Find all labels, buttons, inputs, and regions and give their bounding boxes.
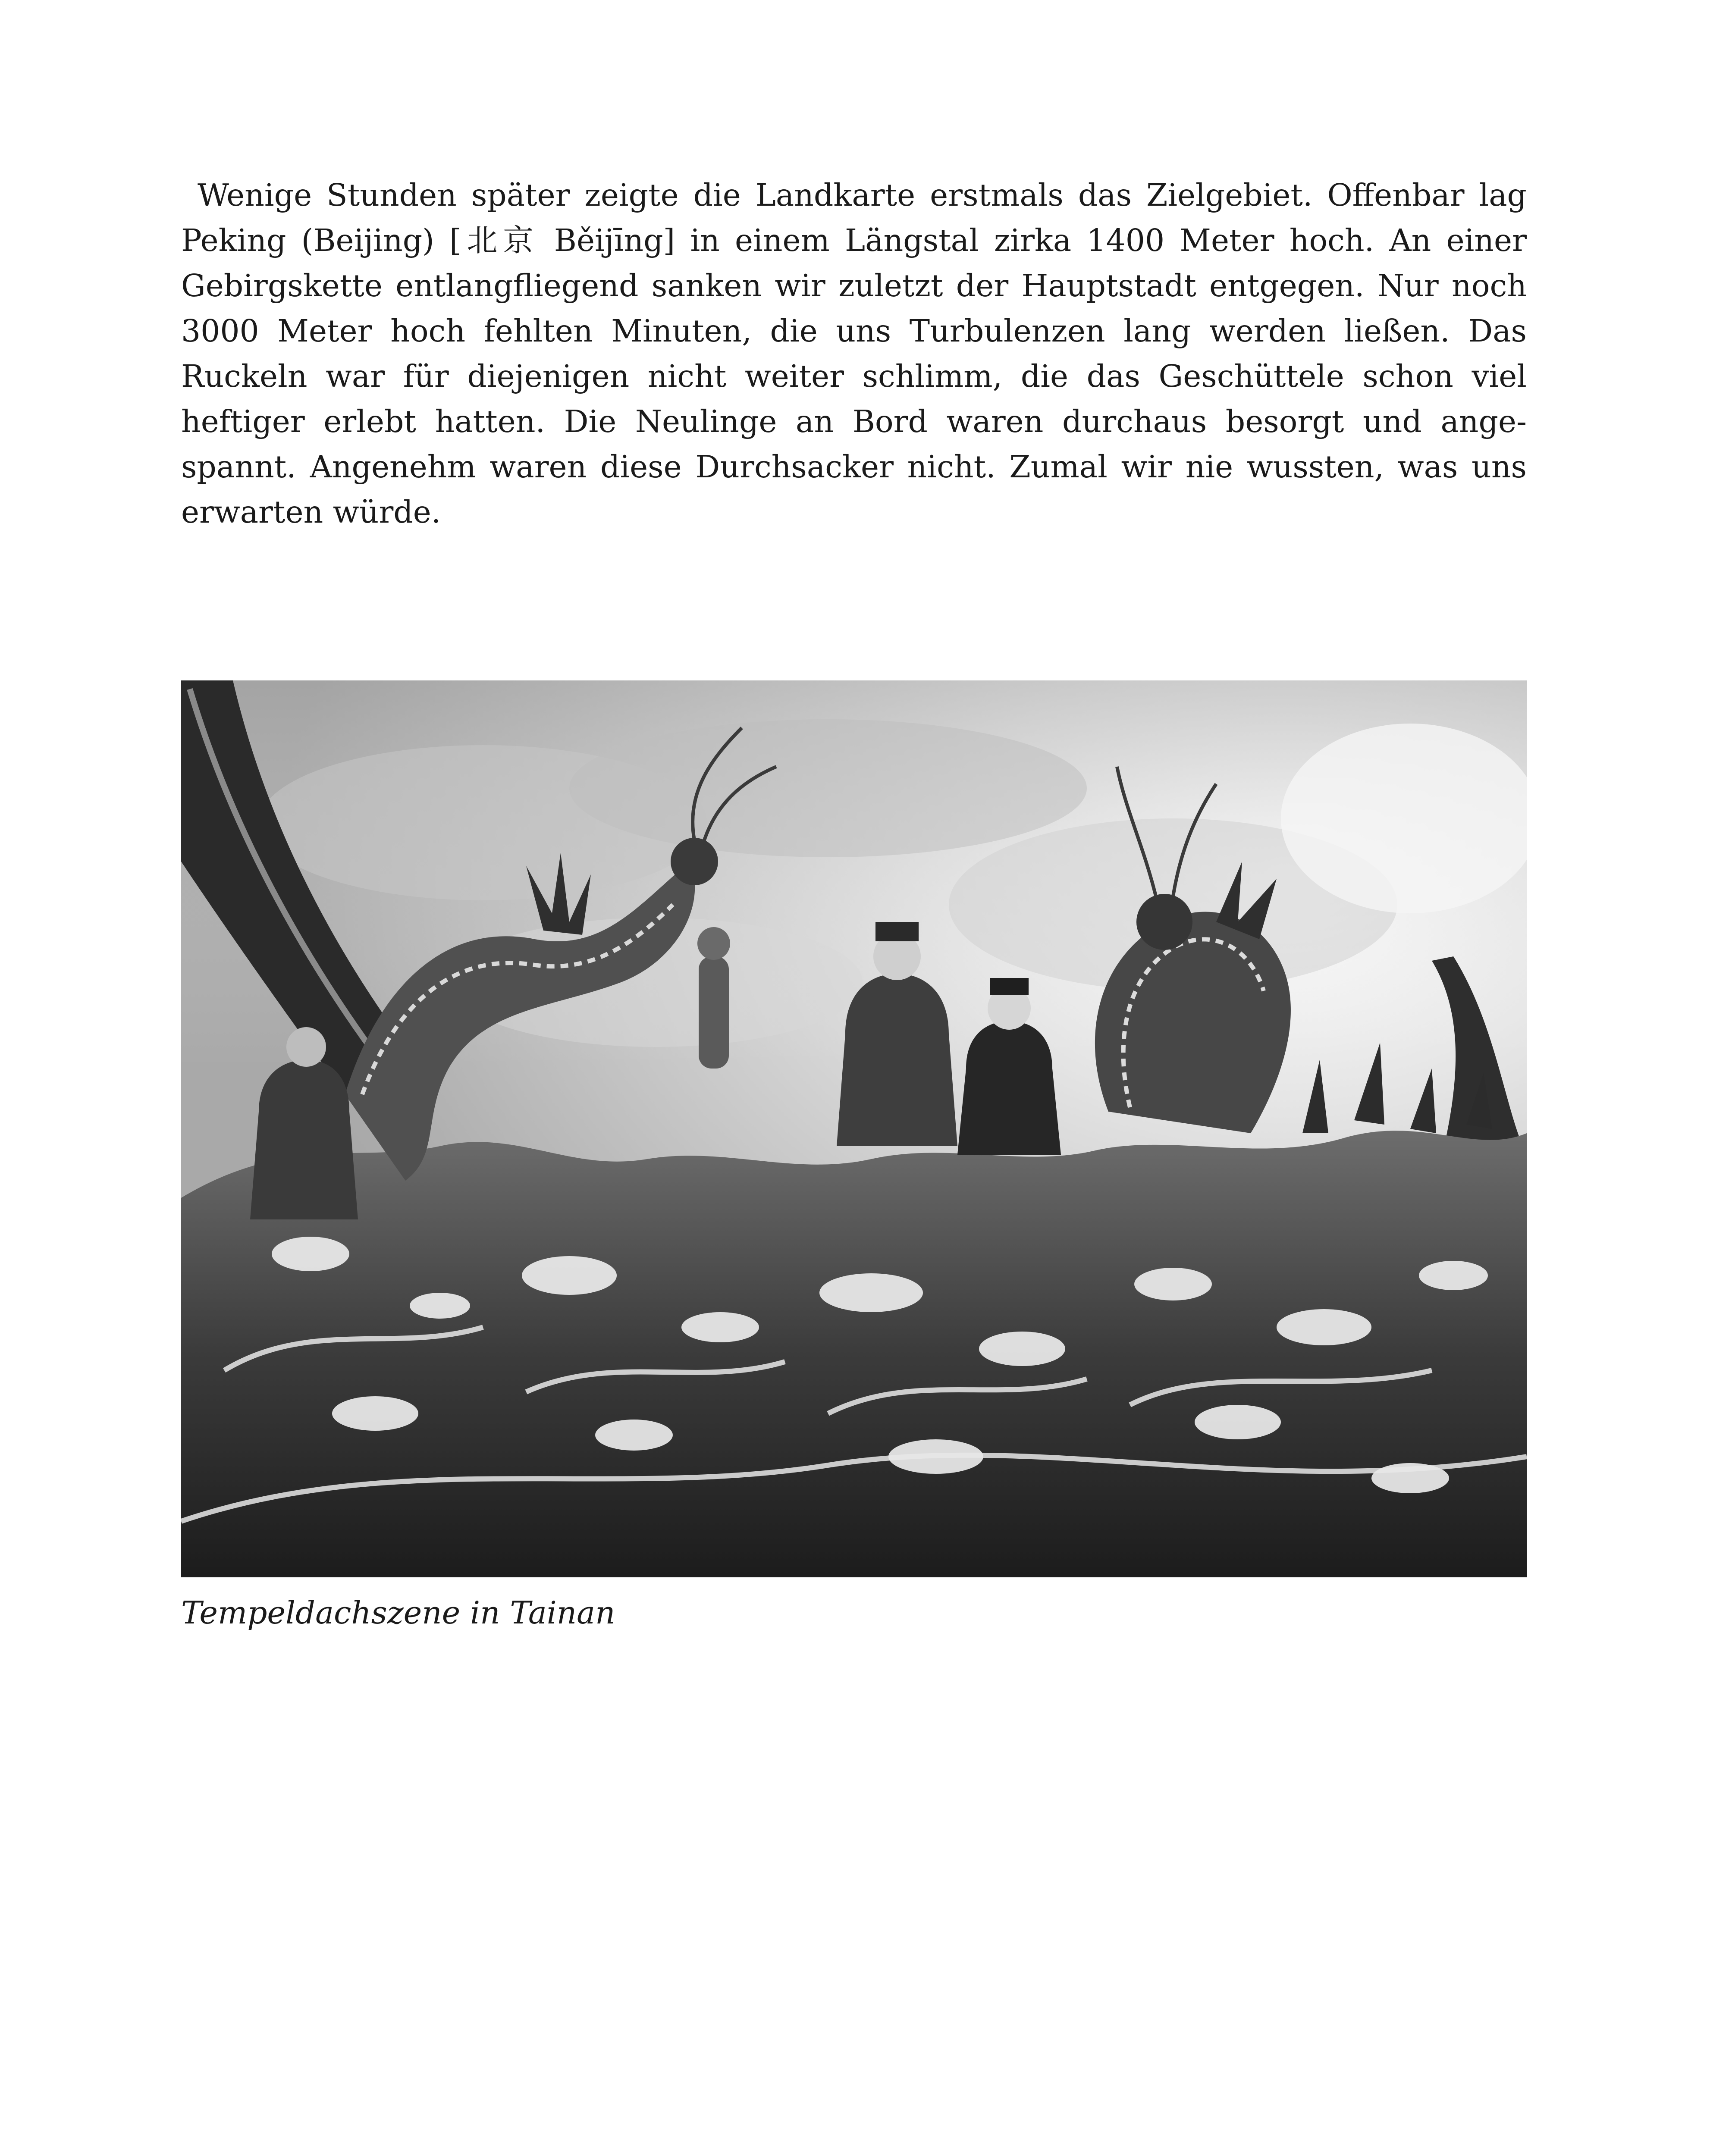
figure-caption: Tempeldachszene in Tainan bbox=[181, 1595, 615, 1631]
temple-roof-photo bbox=[181, 680, 1527, 1577]
body-paragraph: Wenige Stunden später zeigte die Landkarte erstmals das Zielgebiet. Offenbar lag Peking (Beijing) [北京 Běijīng] in einem Längstal zirka 1400 Meter hoch. An einer Gebirgskette entlangfliegend sanken wir zuletzt der Hauptstadt entgegen. Nur noch 3000 Meter hoch fehlten Minuten, die uns Turbulenzen lang werden ließen. Das Ruckeln war für diejenigen nicht weiter schlimm, die das Geschüttele schon viel heftiger erlebt hatten. Die Neulinge an Bord waren durchaus besorgt und angespannt. Angenehm waren diese Durchsacker nicht. Zumal wir nie wussten, was uns erwarten würde. bbox=[181, 177, 1527, 530]
